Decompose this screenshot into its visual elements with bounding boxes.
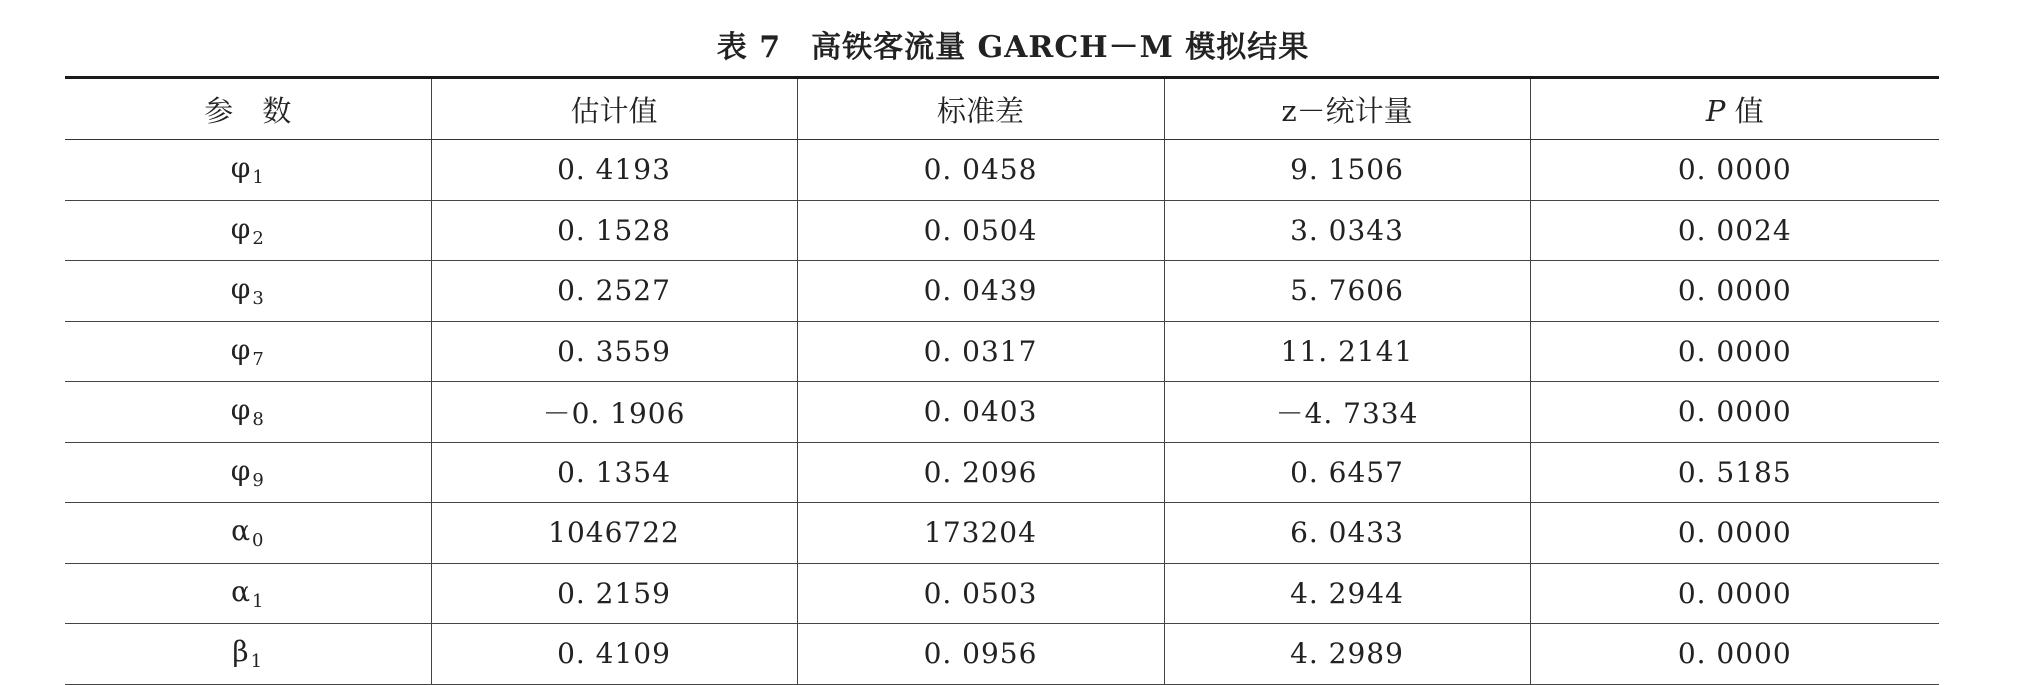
table-row	[65, 321, 1939, 382]
param-symbol: φ	[230, 332, 252, 366]
cell-estimate: 0. 3559	[431, 321, 797, 382]
cell-p-value: 0. 0000	[1530, 140, 1939, 201]
header-z-stat: z－统计量	[1164, 78, 1530, 140]
param-symbol: α	[231, 574, 251, 608]
cell-estimate: 0. 4109	[431, 624, 797, 685]
table-row	[65, 624, 1939, 685]
header-estimate: 估计值	[431, 78, 797, 140]
cell-p-value: 0. 0000	[1530, 624, 1939, 685]
results-table	[65, 76, 1939, 685]
cell-z-stat: 5. 7606	[1164, 261, 1530, 322]
cell-z-stat: －4. 7334	[1164, 382, 1530, 443]
table-caption	[0, 28, 2026, 68]
header-row	[65, 78, 1939, 140]
cell-estimate: 1046722	[431, 503, 797, 564]
cell-param	[65, 503, 431, 564]
cell-param	[65, 140, 431, 201]
table-row	[65, 442, 1939, 503]
cell-p-value: 0. 5185	[1530, 442, 1939, 503]
cell-std-error: 0. 0403	[797, 382, 1164, 443]
cell-estimate: 0. 2527	[431, 261, 797, 322]
cell-z-stat: 6. 0433	[1164, 503, 1530, 564]
param-symbol: φ	[230, 453, 252, 487]
cell-param	[65, 382, 431, 443]
table-header	[65, 78, 1939, 140]
table-row	[65, 563, 1939, 624]
cell-std-error: 0. 0956	[797, 624, 1164, 685]
cell-p-value: 0. 0000	[1530, 382, 1939, 443]
cell-estimate: －0. 1906	[431, 382, 797, 443]
cell-z-stat: 0. 6457	[1164, 442, 1530, 503]
param-symbol: φ	[230, 272, 252, 306]
table-row	[65, 140, 1939, 201]
param-subscript: 9	[252, 469, 265, 491]
param-symbol: φ	[230, 393, 252, 427]
cell-param	[65, 200, 431, 261]
cell-estimate: 0. 1354	[431, 442, 797, 503]
param-subscript: 7	[252, 348, 265, 370]
cell-p-value: 0. 0024	[1530, 200, 1939, 261]
table-number: 表 7	[716, 30, 782, 65]
header-param: 参 数	[65, 78, 431, 140]
cell-std-error: 0. 0503	[797, 563, 1164, 624]
table-body	[65, 140, 1939, 685]
param-subscript: 8	[252, 409, 265, 431]
cell-z-stat: 9. 1506	[1164, 140, 1530, 201]
header-p-value	[1530, 78, 1939, 140]
cell-std-error: 0. 0458	[797, 140, 1164, 201]
cell-estimate: 0. 2159	[431, 563, 797, 624]
param-subscript: 1	[250, 651, 264, 673]
cell-param	[65, 321, 431, 382]
cell-estimate: 0. 4193	[431, 140, 797, 201]
param-subscript: 3	[252, 288, 265, 310]
param-subscript: 2	[252, 227, 265, 249]
cell-p-value: 0. 0000	[1530, 563, 1939, 624]
table-row	[65, 382, 1939, 443]
param-symbol: α	[231, 514, 251, 548]
cell-p-value: 0. 0000	[1530, 261, 1939, 322]
cell-param	[65, 442, 431, 503]
cell-std-error: 0. 0504	[797, 200, 1164, 261]
cell-z-stat: 11. 2141	[1164, 321, 1530, 382]
cell-z-stat: 4. 2944	[1164, 563, 1530, 624]
param-symbol: φ	[230, 211, 252, 245]
cell-estimate: 0. 1528	[431, 200, 797, 261]
param-symbol: β	[232, 635, 250, 669]
cell-std-error: 173204	[797, 503, 1164, 564]
cell-p-value: 0. 0000	[1530, 321, 1939, 382]
cell-p-value: 0. 0000	[1530, 503, 1939, 564]
cell-param	[65, 563, 431, 624]
header-p-letter: P	[1705, 93, 1726, 128]
table-row	[65, 200, 1939, 261]
param-symbol: φ	[230, 151, 252, 185]
cell-std-error: 0. 0439	[797, 261, 1164, 322]
header-p-suffix: 值	[1725, 93, 1764, 128]
param-subscript: 1	[252, 167, 265, 189]
cell-z-stat: 4. 2989	[1164, 624, 1530, 685]
cell-z-stat: 3. 0343	[1164, 200, 1530, 261]
table-row	[65, 261, 1939, 322]
cell-std-error: 0. 2096	[797, 442, 1164, 503]
cell-param	[65, 624, 431, 685]
param-subscript: 0	[251, 530, 265, 552]
param-subscript: 1	[251, 590, 265, 612]
table-row	[65, 503, 1939, 564]
cell-std-error: 0. 0317	[797, 321, 1164, 382]
header-std-error: 标准差	[797, 78, 1164, 140]
table-title: 高铁客流量 GARCH－M 模拟结果	[811, 30, 1310, 65]
cell-param	[65, 261, 431, 322]
